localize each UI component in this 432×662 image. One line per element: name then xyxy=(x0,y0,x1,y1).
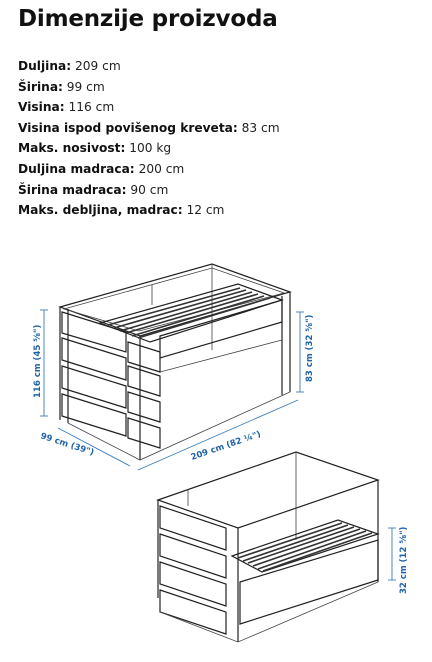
front-panel-4 xyxy=(62,394,126,436)
spec-label: Duljina madraca: xyxy=(18,161,135,176)
width-dimension-label: 99 cm (39") xyxy=(39,431,96,459)
spec-length xyxy=(18,56,280,77)
spec-value: 100 kg xyxy=(129,141,172,156)
floor-outline xyxy=(68,392,290,460)
mattress-dimension-label: 32 cm (12 ⅝") xyxy=(399,526,409,594)
page-title: Dimenzije proizvoda xyxy=(18,6,278,32)
low-bed-base xyxy=(232,520,378,572)
spec-label: Širina: xyxy=(18,79,63,94)
height-dimension-label: 116 cm (45 ⅝") xyxy=(33,324,43,398)
spec-label: Duljina: xyxy=(18,59,72,73)
spec-label: Širina madraca: xyxy=(18,182,127,197)
spec-value: 116 cm xyxy=(68,100,115,115)
under-height-dimension-label: 83 cm (32 ⅝") xyxy=(305,314,315,382)
under-bed-rail xyxy=(160,340,282,372)
low-bed-drawing xyxy=(158,452,409,642)
canopy-outline xyxy=(60,264,290,336)
spec-mattress-thickness xyxy=(18,200,280,221)
spec-value: 12 cm xyxy=(186,203,225,218)
length-dimension-label: 209 cm (82 ¼") xyxy=(189,429,263,463)
spec-label: Maks. debljina, madrac: xyxy=(18,203,183,218)
spec-value: 83 cm xyxy=(241,120,280,135)
raised-bed-drawing xyxy=(33,264,315,470)
front-panel-3 xyxy=(62,366,126,408)
low-front-panel-2 xyxy=(160,534,226,578)
spec-value: 90 cm xyxy=(130,182,169,197)
spec-value: 209 cm xyxy=(74,59,121,73)
spec-mattress-width xyxy=(18,180,280,201)
spec-max-load xyxy=(18,138,280,159)
front-panel-2 xyxy=(62,338,126,380)
spec-mattress-length xyxy=(18,159,280,180)
step-panel-3 xyxy=(128,392,160,422)
step-panel-4 xyxy=(128,418,160,448)
product-dimension-illustration xyxy=(0,250,432,660)
spec-height xyxy=(18,97,280,118)
spec-label: Visina ispod povišenog kreveta: xyxy=(18,120,238,135)
spec-value: 200 cm xyxy=(138,161,185,176)
spec-label: Maks. nosivost: xyxy=(18,141,126,156)
dimensions-list xyxy=(18,56,280,221)
spec-width xyxy=(18,77,280,98)
spec-value: 99 cm xyxy=(66,79,105,94)
spec-under-bed-height xyxy=(18,118,280,139)
slat xyxy=(114,290,246,328)
low-front-panel-4 xyxy=(160,590,226,634)
low-front-panel-3 xyxy=(160,562,226,606)
spec-label: Visina: xyxy=(18,100,65,115)
